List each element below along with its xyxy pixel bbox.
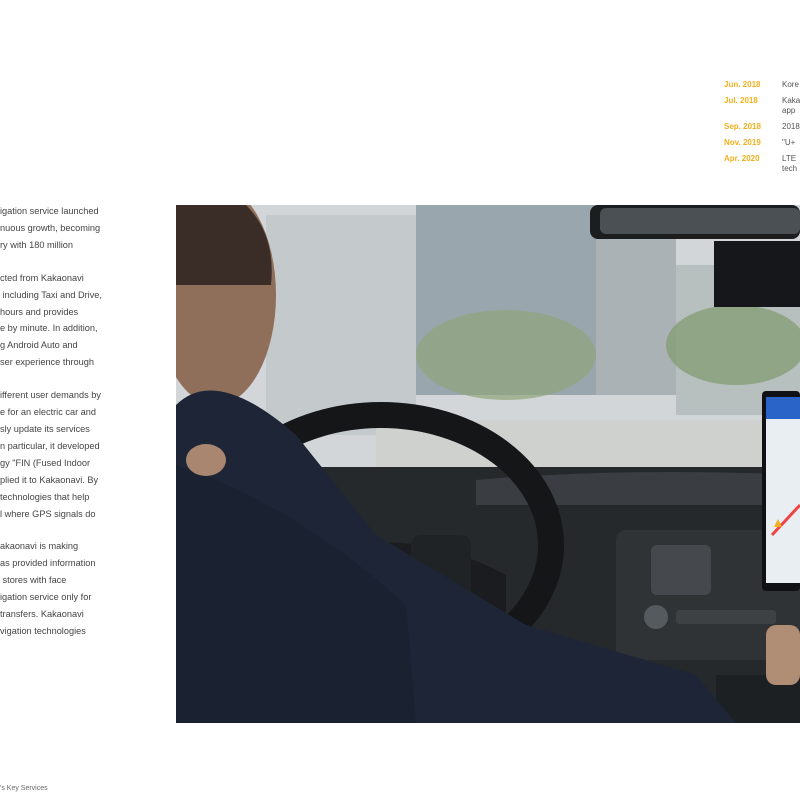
timeline-date: Sep. 2018	[724, 122, 761, 131]
timeline-text: LTE tech	[782, 154, 798, 173]
timeline-text: 2018	[782, 122, 800, 131]
timeline-date: Jun. 2018	[724, 80, 761, 89]
timeline-date: Jul. 2018	[724, 96, 758, 105]
timeline-text: Kaka app	[782, 96, 800, 115]
body-paragraph: ifferent user demands by e for an electric car and sly update its services n particular, it developed gy "FIN (Fused Indoor plied it to Kakaonavi. By technologies that help l where GPS signals do	[0, 390, 101, 519]
timeline-date: Apr. 2020	[724, 154, 760, 163]
page-footer: 's Key Services	[0, 785, 48, 792]
body-paragraph: igation service launched nuous growth, becoming ry with 180 million	[0, 206, 101, 250]
body-paragraph: cted from Kakaonavi including Taxi and Drive, hours and provides e by minute. In addition, g Android Auto and ser experience through	[0, 272, 102, 368]
timeline-row	[724, 138, 800, 148]
timeline-date: Nov. 2019	[724, 138, 761, 147]
timeline-row	[724, 96, 800, 116]
body-text-column	[0, 203, 128, 656]
history-timeline	[724, 80, 800, 180]
timeline-row	[724, 80, 800, 90]
timeline-row	[724, 122, 800, 132]
timeline-row	[724, 154, 800, 174]
driver-navigation-photo	[176, 205, 800, 723]
timeline-text: Kore	[782, 80, 799, 89]
body-paragraph: akaonavi is making as provided information stores with face igation service only for transfers. Kakaonavi vigation technologies	[0, 541, 96, 636]
timeline-text: "U+	[782, 138, 796, 147]
photo-illustration	[176, 205, 800, 723]
